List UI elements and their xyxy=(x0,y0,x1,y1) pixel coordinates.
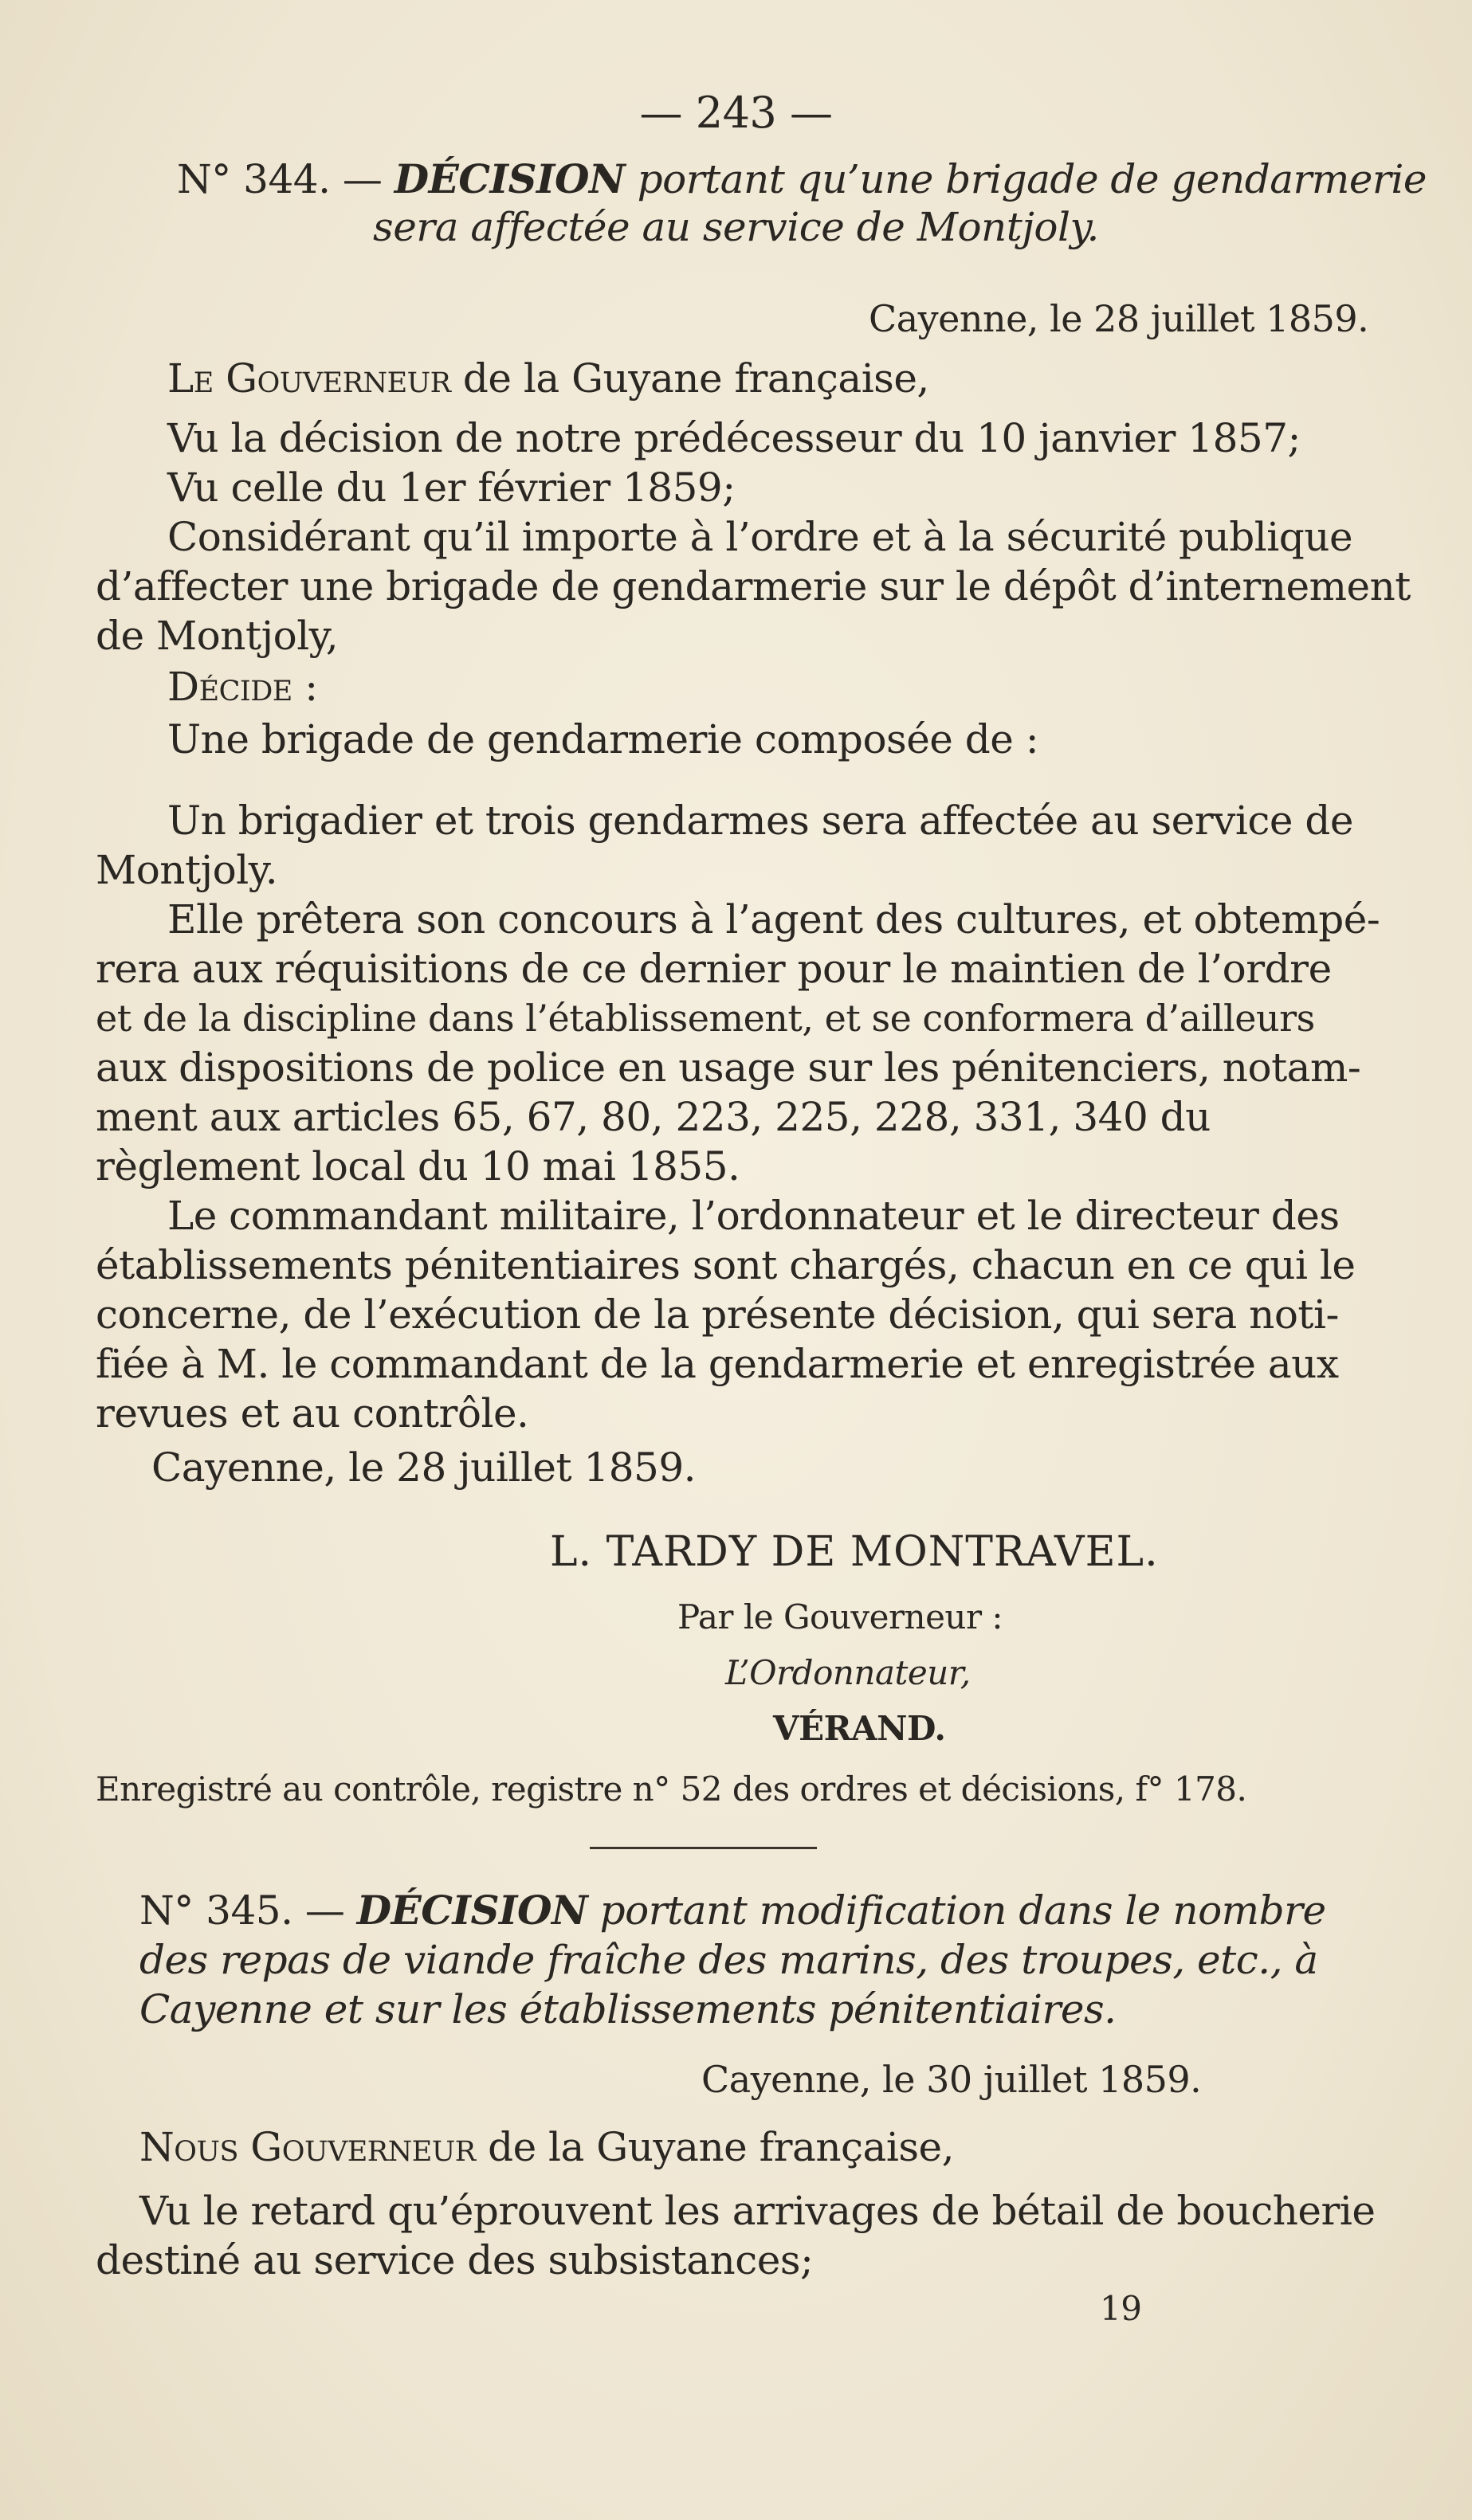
paragraph-line: établissements pénitentiaires sont chargés, chacun en ce qui le xyxy=(96,1242,1356,1288)
paragraph-line: Vu la décision de notre prédécesseur du 10 janvier 1857; xyxy=(167,415,1301,461)
decision-345-title-line-2: des repas de viande fraîche des marins, des troupes, etc., à xyxy=(139,1937,1318,1983)
paragraph-line: de Montjoly, xyxy=(96,613,339,659)
decision-345-heading xyxy=(139,1887,1326,1934)
decision-344-dash: — xyxy=(342,156,383,202)
closing-place-date: Cayenne, le 28 juillet 1859. xyxy=(151,1444,697,1491)
countersign-name: VÉRAND. xyxy=(773,1709,946,1748)
governor-signature: L. TARDY DE MONTRAVEL. xyxy=(550,1528,1159,1576)
decision-345-place-date: Cayenne, le 30 juillet 1859. xyxy=(701,2058,1202,2101)
paragraph-line: rera aux réquisitions de ce dernier pour le maintien de l’ordre xyxy=(96,946,1332,992)
paragraph-line: Montjoly. xyxy=(96,847,278,893)
paragraph-line: ment aux articles 65, 67, 80, 223, 225, 228, 331, 340 du xyxy=(96,1094,1211,1140)
paragraph-line: Une brigade de gendarmerie composée de : xyxy=(167,716,1039,762)
paragraph-line: aux dispositions de police en usage sur les pénitenciers, notam- xyxy=(96,1044,1361,1091)
decision-344-authority-title: Le Gouverneur xyxy=(167,355,451,402)
paragraph-line: Considérant qu’il importe à l’ordre et à la sécurité publique xyxy=(167,514,1353,560)
decision-344-title-line-2: sera affectée au service de Montjoly. xyxy=(373,204,1099,250)
registration-note: Enregistré au contrôle, registre n° 52 des ordres et décisions, f° 178. xyxy=(96,1769,1247,1809)
paragraph-line: concerne, de l’exécution de la présente décision, qui sera noti- xyxy=(96,1291,1339,1338)
paragraph-line: destiné au service des subsistances; xyxy=(96,2237,814,2283)
signature-mark: 19 xyxy=(1100,2289,1142,2328)
decision-344-authority-rest: de la Guyane française, xyxy=(462,355,929,402)
decision-345-title-line-3: Cayenne et sur les établissements pénitentiaires. xyxy=(139,1986,1117,2032)
decision-344-number: N° 344. xyxy=(177,156,331,202)
decision-344-title-word: DÉCISION xyxy=(394,155,626,202)
page-number: — 243 — xyxy=(639,88,833,138)
countersign-role: L’Ordonnateur, xyxy=(725,1653,971,1692)
decision-344-title-rest: portant qu’une brigade de gendarmerie xyxy=(637,156,1427,202)
paragraph-line: Vu celle du 1er février 1859; xyxy=(167,464,736,511)
paragraph-line: Vu le retard qu’éprouvent les arrivages de bétail de boucherie xyxy=(139,2188,1376,2234)
paragraph-line: et de la discipline dans l’établissement, et se conformera d’ailleurs xyxy=(96,997,1315,1040)
paragraph-line: Elle prêtera son concours à l’agent des cultures, et obtempé- xyxy=(167,896,1380,943)
decision-345-authority xyxy=(139,2123,954,2171)
decision-345-title-rest: portant modification dans le nombre xyxy=(599,1887,1326,1934)
decide-heading: Décide : xyxy=(167,664,318,710)
decision-345-title-word: DÉCISION xyxy=(356,1887,588,1934)
decision-345-number: N° 345. xyxy=(139,1887,293,1934)
section-divider xyxy=(590,1847,817,1849)
paragraph-line: règlement local du 10 mai 1855. xyxy=(96,1143,740,1189)
decision-345-authority-title: Nous Gouverneur xyxy=(139,2124,476,2170)
decision-344-place-date: Cayenne, le 28 juillet 1859. xyxy=(869,297,1369,340)
countersign-label: Par le Gouverneur : xyxy=(677,1597,1003,1636)
decision-344-authority xyxy=(167,355,929,402)
decision-345-dash: — xyxy=(304,1887,345,1934)
paragraph-line: Un brigadier et trois gendarmes sera affectée au service de xyxy=(167,798,1353,844)
paragraph-line: fiée à M. le commandant de la gendarmerie et enregistrée aux xyxy=(96,1341,1339,1387)
decision-345-authority-rest: de la Guyane française, xyxy=(488,2124,954,2170)
paragraph-line: d’affecter une brigade de gendarmerie sur le dépôt d’internement xyxy=(96,563,1411,609)
paragraph-line: revues et au contrôle. xyxy=(96,1390,529,1436)
decision-344-heading xyxy=(177,155,1427,203)
paragraph-line: Le commandant militaire, l’ordonnateur et le directeur des xyxy=(167,1193,1340,1239)
